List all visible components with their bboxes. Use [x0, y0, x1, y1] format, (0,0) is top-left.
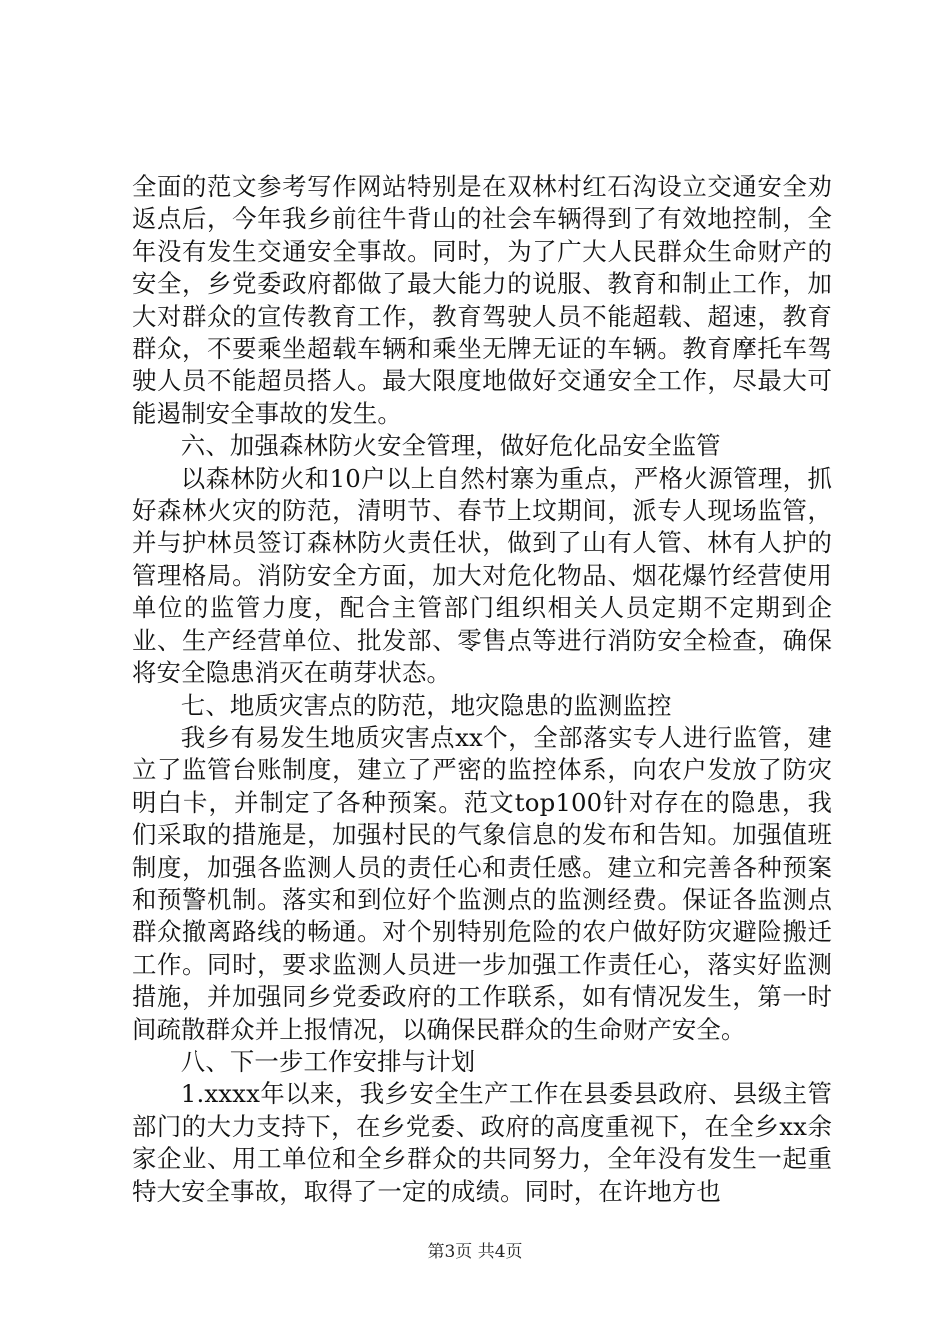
paragraph-forest-fire-safety: 以森林防火和10户以上自然村寨为重点，严格火源管理，抓好森林火灾的防范，清明节、春节上坟期间，派专人现场监管，并与护林员签订森林防火责任状，做到了山有人管、林有人护的管理格局。消防安全方面，加大对危化物品、烟花爆竹经营使用单位的监管力度，配合主管部门组织相关人员定期不定期到企业、生产经营单位、批发部、零售点等进行消防安全检查，确保将安全隐患消灭在萌芽状态。	[132, 463, 832, 688]
document-body	[132, 171, 832, 1208]
heading-geological-hazards: 七、地质灾害点的防范，地灾隐患的监测监控	[180, 690, 672, 720]
heading-next-steps: 八、下一步工作安排与计划	[180, 1046, 476, 1076]
paragraph-traffic-safety: 全面的范文参考写作网站特别是在双林村红石沟设立交通安全劝返点后，今年我乡前往牛背山的社会车辆得到了有效地控制，全年没有发生交通安全事故。同时，为了广大人民群众生命财产的安全，乡党委政府都做了最大能力的说服、教育和制止工作，加大对群众的宣传教育工作，教育驾驶人员不能超载、超速，教育群众，不要乘坐超载车辆和乘坐无牌无证的车辆。教育摩托车驾驶人员不能超员搭人。最大限度地做好交通安全工作，尽最大可能遏制安全事故的发生。	[132, 172, 832, 428]
paragraph-geological-hazards: 我乡有易发生地质灾害点xx个，全部落实专人进行监管，建立了监管台账制度，建立了严密的监控体系，向农户发放了防灾明白卡，并制定了各种预案。范文top100针对存在的隐患，我们采取的措施是，加强村民的气象信息的发布和告知。加强值班制度，加强各监测人员的责任心和责任感。建立和完善各种预案和预警机制。落实和到位好个监测点的监测经费。保证各监测点群众撤离路线的畅通。对个别特别危险的农户做好防灾避险搬迁工作。同时，要求监测人员进一步加强工作责任心，落实好监测措施，并加强同乡党委政府的工作联系，如有情况发生，第一时间疏散群众并上报情况，以确保民群众的生命财产安全。	[132, 722, 832, 1044]
heading-forest-fire-safety: 六、加强森林防火安全管理，做好危化品安全监管	[180, 431, 721, 461]
paragraph-next-steps: 1.xxxx年以来，我乡安全生产工作在县委县政府、县级主管部门的大力支持下，在乡党委、政府的高度重视下，在全乡xx余家企业、用工单位和全乡群众的共同努力，全年没有发生一起重特大安全事故，取得了一定的成绩。同时，在许地方也	[132, 1079, 832, 1206]
page-number-footer: 第3页 共4页	[427, 1242, 523, 1262]
